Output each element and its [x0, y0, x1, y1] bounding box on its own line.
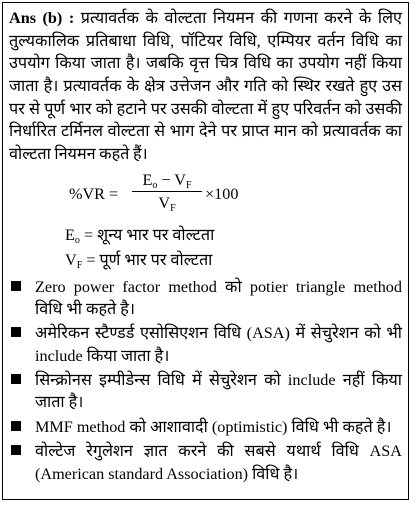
answer-text: प्रत्यावर्तक के वोल्टता नियमन की गणना करने के लिए तुल्यकालिक प्रतिबाधा विधि, पॉटियर विधि, एम्पियर वर्तन विधि का उपयोग किया जाता है। जबकि वृत्त चित्र विधि का उपयोग नहीं किया जाता है। प्रत्यावर्तक के क्षेत्र उत्तेजन और गति को स्थिर रखते हुए उस पर से पूर्ण भार को हटाने पर उसकी वोल्टता में हुए परिवर्तन को उसकी निर्धारित टर्मिनल वोल्टता से भाग देने पर प्राप्त मान को प्रत्यावर्तक का वोल्टता नियमन कहते हैं।: [9, 9, 403, 164]
definition-vf: $V_F$ = पूर्ण भार पर वोल्टता: [65, 251, 213, 272]
answer-box: [2, 2, 409, 500]
formula-lhs: %VR =: [69, 184, 119, 203]
formula-numerator: $E_o - V_F$: [132, 170, 202, 192]
list-item: वोल्टेज रेगुलेशन ज्ञात करने की सबसे यथार्थ विधि ASA (American standard Association) विधि है।: [9, 440, 402, 485]
formula-denominator: $V_F$: [158, 193, 176, 214]
voltage-regulation-formula: [9, 170, 402, 222]
list-item: MMF method को आशावादी (optimistic) विधि भी कहते है।: [9, 416, 402, 438]
formula-fraction: [132, 170, 202, 214]
square-bullet-icon: [11, 421, 21, 431]
square-bullet-icon: [11, 445, 21, 455]
formula-multiplier: ×100: [205, 184, 239, 203]
bullet-list: [9, 276, 402, 485]
list-item: अमेरिकन स्टैण्डर्ड एसोसिएशन विधि (ASA) में सेचुरेशन को भी include किया जाता है।: [9, 322, 402, 367]
square-bullet-icon: [11, 281, 21, 291]
square-bullet-icon: [11, 327, 21, 337]
list-item: सिन्क्रोनस इम्पीडेन्स विधि में सेचुरेशन को include नहीं किया जाता है।: [9, 369, 402, 414]
answer-label: Ans (b) :: [9, 9, 75, 27]
list-item: Zero power factor method को potier triangle method विधि भी कहते है।: [9, 276, 402, 321]
definition-eo: $E_o$ = शून्य भार पर वोल्टता: [65, 225, 215, 246]
answer-paragraph: [9, 7, 402, 166]
square-bullet-icon: [11, 374, 21, 384]
